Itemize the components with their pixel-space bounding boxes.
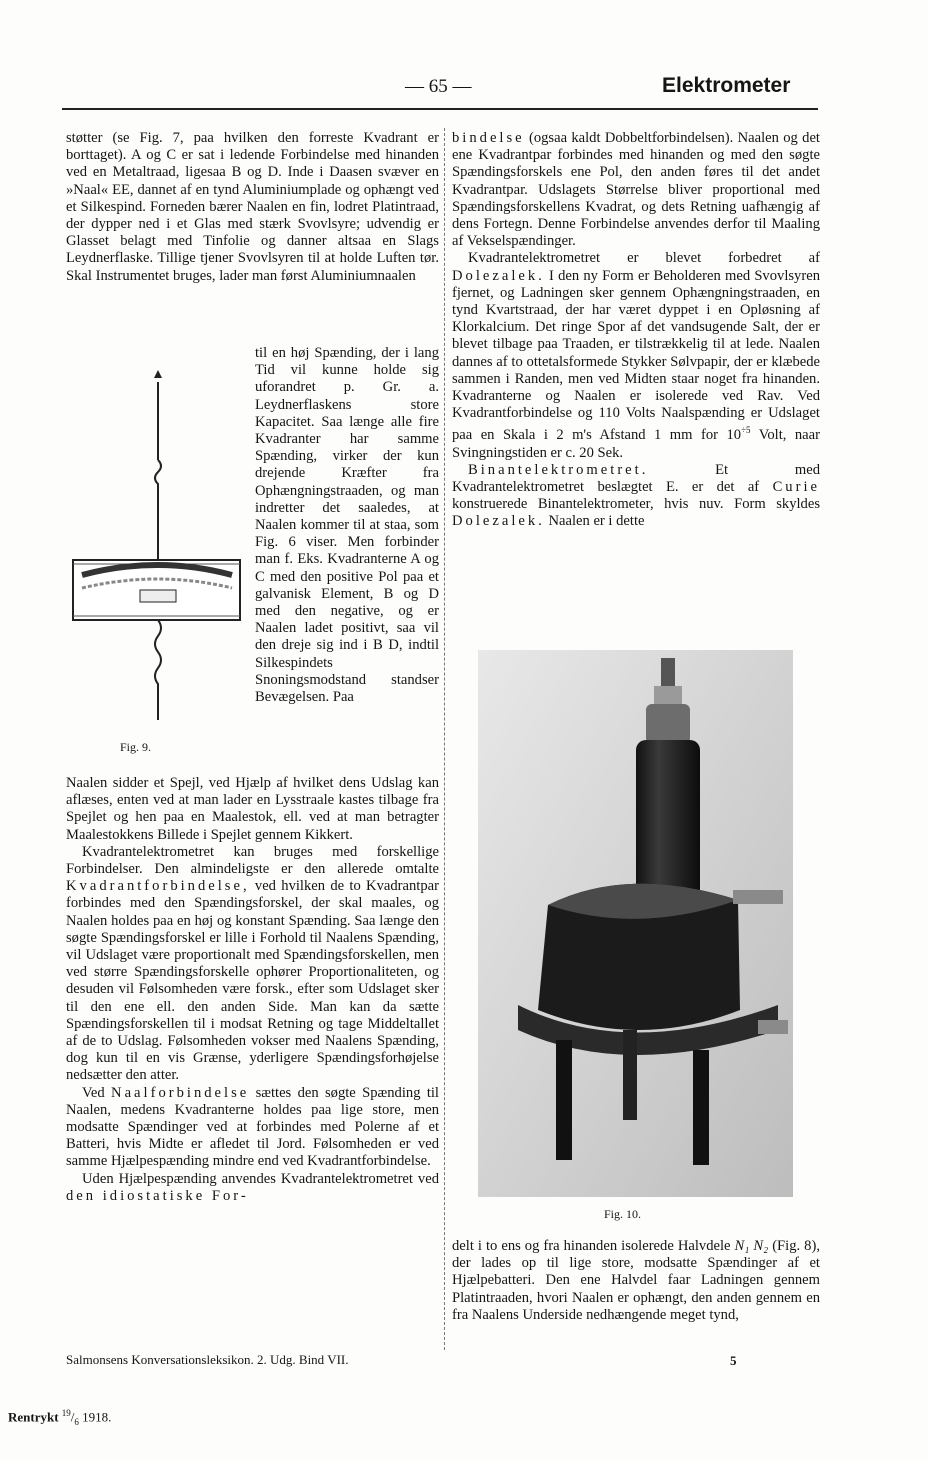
footer-source: Salmonsens Konversationsleksikon. 2. Udg. Bind VII. [66,1352,349,1367]
paragraph-naalforbindelse: Ved Naalforbindelse sættes den søgte Spænding til Naalen, medens Kvadranterne holdes paa lige store, men modsatte Spændinger ved at forbindes med Polerne af et Batteri, hvis Midte er afledet til Jord. Følsomheden er ved samme Hjælpespænding mindre end ved Kvadrantforbindelse. [66,1084,439,1170]
paragraph-dobbelt: bindelse (ogsaa kaldt Dobbeltforbindelsen). Naalen og det ene Kvadrantpar forbindes med hinanden og med den søgte Spændingsforskels ene Pol, den anden føres til det andet Kvadrantpar. Udslagets Størrelse bliver proportional med Spændingsforskellens Kvadrat, og dets Retning uafhængig af dens Fortegn. Denne Forbindelse anvendes derfor til Maaling af Vekselspændinger. [452,130,820,250]
right-column-bottom [452,1238,820,1324]
reprint-note: Rentrykt $^{19}/_6$ 1918. [8,1408,112,1427]
fig9-diagram [70,370,250,740]
header-rule [62,108,818,110]
paragraph-continued: støtter (se Fig. 7, paa hvilken den forreste Kvadrant er borttaget). A og C er sat i ledende Forbindelse med hinanden ved en Metaltraad, ligesaa B og D. Inde i Daasen svæver en »Naal« EE, dannet af en tynd Aluminiumplade og ophængt ved et Silkespind. Forneden bærer Naalen en fin, lodret Platintraad, der dypper ned i et Glas med stærk Svovlsyre; udvendig er Glasset belagt med Tinfolie og danner altsaa en Slags Leydnerflaske. Tillige tjener Svovlsyren til at holde Luften tør. Skal Instrumentet bruges, lader man først Aluminiumnaalen [66,130,439,284]
left-column-wrap [255,345,439,706]
electrometer-photo [478,650,793,1197]
page-number: — 65 — [405,76,472,97]
paragraph-binant: Binantelektrometret. Et med Kvadrantelektrometret beslægtet E. er det af Curie konstruerede Binantelektrometer, hvis nuv. Form skyldes Dolezalek. Naalen er i dette [452,461,820,530]
running-title: Elektrometer [662,74,791,97]
right-column-top [452,130,820,531]
fig10-photo [478,650,793,1197]
fig10-caption: Fig. 10. [604,1207,642,1221]
paragraph-idiostatisk: Uden Hjælpespænding anvendes Kvadrantelektrometret ved den idiostatiske For- [66,1170,439,1204]
fig9-caption: Fig. 9. [120,740,152,754]
sheet-number: 5 [730,1353,737,1368]
paragraph-forbindelser: Kvadrantelektrometret kan bruges med forskellige Forbindelser. Den almindeligste er den allerede omtalte Kvadrantforbindelse, ved hvilken de to Kvadrantpar forbindes med den Spændingsforskel, der skal maales, og Naalen holdes paa en høj og konstant Spænding. Saa længe den søgte Spændingsforskel er lille i Forhold til Naalens Spænding, vil Udslaget være proportionalt med Spændingsforskellen, men ved større Spændingsforskelle ophører Proportionaliteten, og desuden vil Følsomheden være forsk., efter som Udslaget sker til den ene ell. den anden Side. Man kan da sætte Spændingsforskellen til i modsat Retning og tage Middeltallet af de to Udslag. Følsomheden vokser med Naalens Spænding, dog kun til en vis Grænse, yderligere Spændingsforhøjelse nedsætter den atter. [66,843,439,1084]
paragraph-halvdele: delt i to ens og fra hinanden isolerede Halvdele N₁ N₂ (Fig. 8), der lades op til lige store, modsatte Spændinger af et Hjælpebatteri. Den ene Halvdel faar Ladningen gennem Platintraaden, hvori Naalen er ophængt, den anden gennem en fra Naalens Underside nedhængende meget tynd, [452,1238,820,1323]
paragraph-spejl: Naalen sidder et Spejl, ved Hjælp af hvilket dens Udslag kan aflæses, enten ved at man lader en Lysstraale kastes tilbage fra Spejlet og hen paa en Maalestok, ell. ved at man betragter Maalestokkens Billede i Spejlet gennem Kikkert. [66,775,439,843]
paragraph-dolezalek: Kvadrantelektrometret er blevet forbedret af Dolezalek. I den ny Form er Beholderen med Svovlsyren fjernet, og Ladningen sker gennem Ophængningstraaden, en tynd Kvartstraad, der har været dyppet i en Opløsning af Klorkalcium. Det ringe Spor af det vandsugende Salt, der er blevet tilbage paa Traaden, er tilstrækkelig til at lede. Naalen dannes af to ottetalsformede Stykker Sølvpapir, der er klæbede sammen i Randen, men ved Midten staar noget fra hinanden. Kvadranterne og Naalen er isolerede ved Rav. Ved Kvadrantforbindelse og 110 Volts Naalspænding er Udslaget paa en Skala i 2 m's Afstand 1 mm for $10^{\div 5}$ Volt, naar Svingningstiden er c. 20 Sek. [452,250,820,461]
column-divider [444,128,446,1350]
wrapped-text: til en høj Spænding, der i lang Tid vil kunne holde sig uforandret p. Gr. a. Leydnerflaskens store Kapacitet. Saa længe alle fire Kvadranter har samme Spænding, virker der kun drejende Kræfter fra Ophængningstraaden, og man indretter det saaledes, at Naalen kommer til at staa, som Fig. 6 viser. Men forbinder man f. Eks. Kvadranterne A og C med den positive Pol paa et galvanisk Element, B og D med den negative, og er Naalen ladet positivt, saa vil den dreje sig ind i B D, indtil Silkespindets Snoningsmodstand standser Bevægelsen. Paa [255,345,439,706]
left-column-bottom [66,775,439,1205]
left-column-top [66,130,439,285]
